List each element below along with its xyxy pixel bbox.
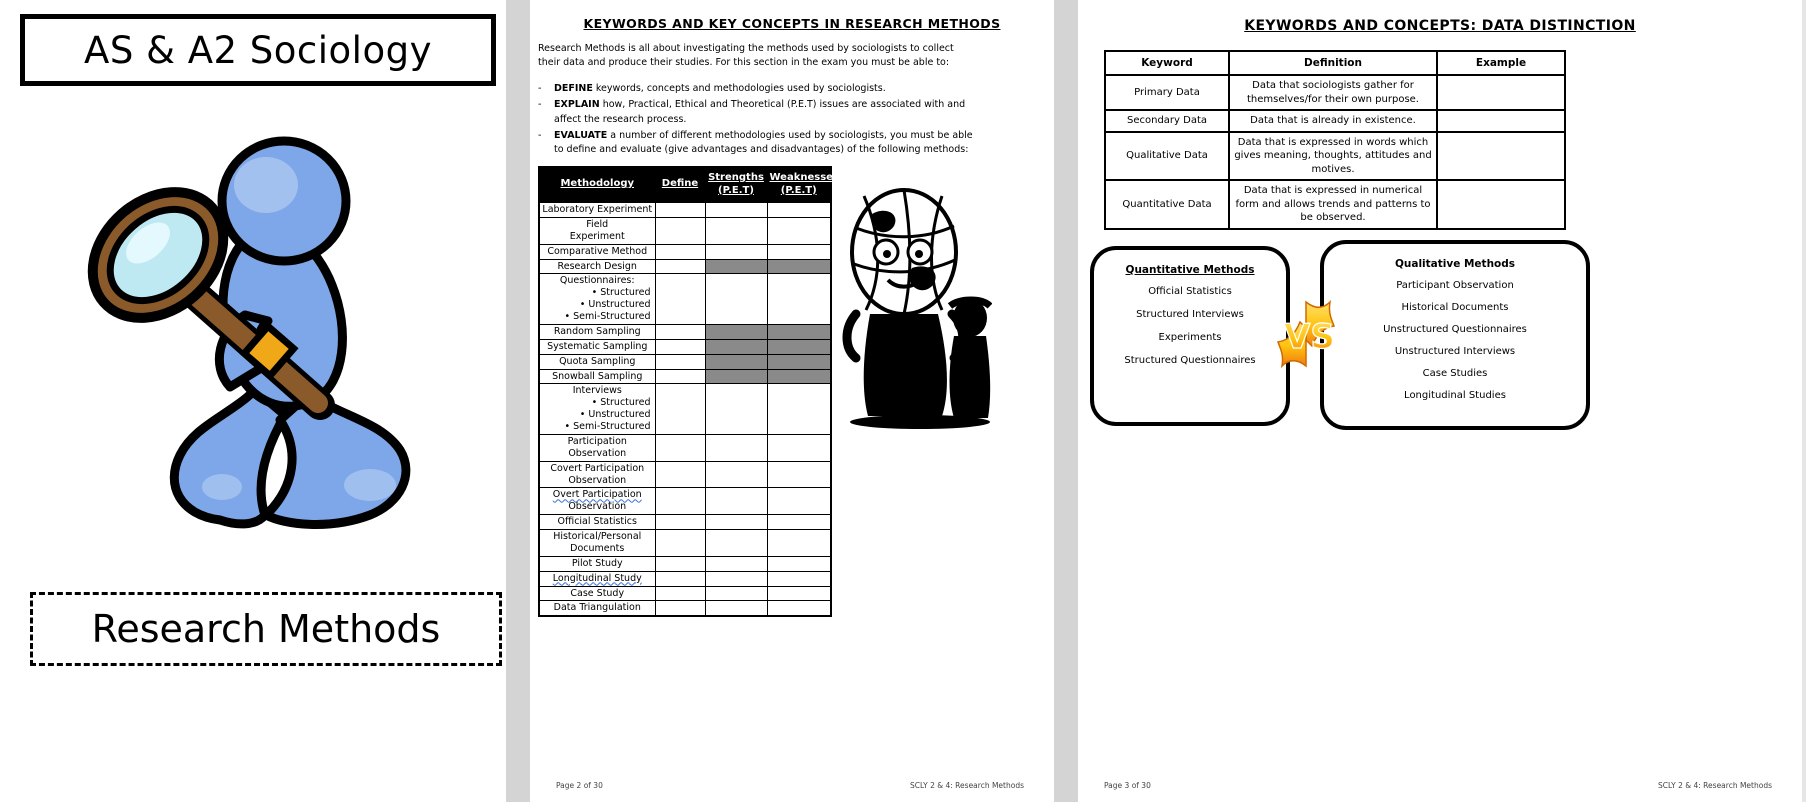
define-cell[interactable] [655, 384, 705, 435]
keyword-cell: Secondary Data [1105, 110, 1229, 132]
bullet-keyword: EXPLAIN [554, 99, 600, 111]
column-header-example: Example [1437, 51, 1565, 75]
list-item: Case Studies [1422, 368, 1488, 379]
strengths-cell[interactable] [705, 339, 767, 354]
methodology-cell [539, 461, 655, 488]
page-gutter-3 [1802, 0, 1806, 802]
table-row [1105, 110, 1565, 132]
define-cell[interactable] [655, 369, 705, 384]
bullet-rest: keywords, concepts and methodologies used by sociologists. [592, 83, 886, 94]
methodology-cell [539, 324, 655, 339]
list-item: Structured Interviews [1136, 309, 1244, 320]
column-header-definition: Definition [1229, 51, 1437, 75]
cell-line: Data Triangulation [553, 602, 641, 614]
table-row [539, 488, 831, 515]
table-row [539, 434, 831, 461]
example-cell[interactable] [1437, 180, 1565, 229]
list-item [538, 98, 978, 127]
table-row [539, 461, 831, 488]
vs-badge-icon [1276, 300, 1336, 368]
define-cell[interactable] [655, 488, 705, 515]
table-header-row [1105, 51, 1565, 75]
strengths-cell[interactable] [705, 556, 767, 571]
methodology-cell [539, 488, 655, 515]
weaknesses-cell[interactable] [767, 515, 831, 530]
methodology-cell [539, 434, 655, 461]
list-item: Longitudinal Studies [1404, 390, 1506, 401]
page2-heading: KEYWORDS AND KEY CONCEPTS IN RESEARCH METHODS [583, 16, 1001, 31]
weaknesses-cell[interactable] [767, 203, 831, 218]
sublist-item: • Structured [542, 397, 653, 409]
list-item: Participant Observation [1396, 280, 1514, 291]
column-header-methodology [539, 167, 655, 203]
definition-cell: Data that sociologists gather for themselves/for their own purpose. [1229, 75, 1437, 110]
cover-title: AS & A2 Sociology [84, 28, 432, 72]
cell-line: Snowball Sampling [552, 370, 643, 382]
page-2 [530, 0, 1054, 802]
table-row [539, 369, 831, 384]
magnifying-glass-person-icon [70, 115, 460, 545]
define-cell[interactable] [655, 244, 705, 259]
table-header-row [539, 167, 831, 203]
bullet-text [554, 82, 978, 96]
page2-bullet-list [538, 82, 978, 159]
weaknesses-cell[interactable] [767, 274, 831, 325]
methodology-cell [539, 217, 655, 244]
strengths-cell[interactable] [705, 203, 767, 218]
define-cell[interactable] [655, 259, 705, 274]
bullet-dash: - [538, 99, 542, 111]
bullet-keyword: EVALUATE [554, 129, 608, 141]
page3-footer-left: Page 3 of 30 [1104, 781, 1151, 790]
strengths-cell[interactable] [705, 244, 767, 259]
weaknesses-cell[interactable] [767, 324, 831, 339]
strengths-cell[interactable] [705, 259, 767, 274]
methodology-cell [539, 515, 655, 530]
bullet-text [554, 98, 978, 127]
example-cell[interactable] [1437, 110, 1565, 132]
cell-line: Case Study [570, 587, 625, 599]
methodology-cell [539, 384, 655, 435]
bullet-rest: how, Practical, Ethical and Theoretical (P.E.T) issues are associated with and affect the research process. [554, 99, 966, 125]
list-item: Unstructured Questionnaires [1383, 324, 1527, 335]
weaknesses-cell[interactable] [767, 259, 831, 274]
define-cell[interactable] [655, 601, 705, 616]
cell-line: Research Design [557, 260, 637, 272]
weaknesses-cell[interactable] [767, 339, 831, 354]
keyword-cell: Quantitative Data [1105, 180, 1229, 229]
weaknesses-cell[interactable] [767, 601, 831, 616]
methodology-table-body [539, 203, 831, 617]
keyword-table-body [1105, 75, 1565, 229]
cell-sublist [542, 397, 653, 433]
cell-line: Questionnaires: [559, 275, 635, 287]
example-cell[interactable] [1437, 132, 1565, 181]
sublist-item: • Unstructured [542, 409, 653, 421]
cover-subtitle: Research Methods [91, 607, 441, 651]
cell-line: Field [586, 218, 609, 230]
methodology-cell [539, 586, 655, 601]
globe-detective-illustration [842, 168, 992, 430]
strengths-cell[interactable] [705, 461, 767, 488]
define-cell[interactable] [655, 203, 705, 218]
column-header-weaknesses [767, 167, 839, 203]
methodology-cell [539, 556, 655, 571]
define-cell[interactable] [655, 530, 705, 557]
sublist-item: • Unstructured [542, 299, 653, 311]
table-row [539, 571, 831, 586]
sublist-item: • Structured [542, 287, 653, 299]
column-header-strengths-l2: (P.E.T) [718, 184, 754, 196]
strengths-cell[interactable] [705, 601, 767, 616]
bullet-keyword: DEFINE [554, 83, 593, 94]
example-cell[interactable] [1437, 75, 1565, 110]
column-header-weaknesses-l1: Weaknesses [769, 172, 839, 183]
cell-line: Comparative Method [547, 245, 648, 257]
column-header-strengths [705, 167, 767, 203]
cell-line: Official Statistics [557, 516, 637, 528]
define-cell[interactable] [655, 274, 705, 325]
table-row [539, 586, 831, 601]
methodology-cell [539, 601, 655, 616]
quantitative-methods-box [1090, 246, 1290, 426]
weaknesses-cell[interactable] [767, 217, 831, 244]
table-row [1105, 180, 1565, 229]
cell-line: Covert Participation [550, 462, 645, 474]
table-row [539, 384, 831, 435]
page3-footer-right: SCLY 2 & 4: Research Methods [1657, 781, 1772, 790]
keyword-cell: Primary Data [1105, 75, 1229, 110]
table-row [539, 274, 831, 325]
cell-sublist [542, 287, 653, 323]
quantitative-box-title: Quantitative Methods [1125, 264, 1255, 276]
define-cell[interactable] [655, 556, 705, 571]
page-gutter-2 [1054, 0, 1078, 802]
cell-line: Longitudinal Study [552, 572, 642, 584]
cell-line: Observation [568, 447, 627, 459]
keyword-definition-table [1104, 50, 1566, 230]
vs-badge-text: VS [1284, 317, 1335, 357]
cover-subtitle-box [30, 592, 502, 666]
weaknesses-cell[interactable] [767, 571, 831, 586]
methodology-cell [539, 274, 655, 325]
strengths-cell[interactable] [705, 530, 767, 557]
weaknesses-cell[interactable] [767, 434, 831, 461]
definition-cell: Data that is already in existence. [1229, 110, 1437, 132]
qualitative-methods-box [1320, 240, 1590, 430]
cell-line: Historical/Personal [553, 531, 642, 542]
table-row [539, 339, 831, 354]
bullet-dash: - [538, 129, 542, 141]
page2-footer-left: Page 2 of 30 [556, 781, 603, 790]
weaknesses-cell[interactable] [767, 369, 831, 384]
column-header-methodology-text: Methodology [560, 178, 634, 190]
strengths-cell[interactable] [705, 369, 767, 384]
table-row [539, 601, 831, 616]
table-row [539, 530, 831, 557]
page2-footer-right: SCLY 2 & 4: Research Methods [909, 781, 1024, 790]
cell-line: Participation [567, 435, 627, 447]
weaknesses-cell[interactable] [767, 556, 831, 571]
cell-line: Observation [568, 501, 627, 513]
strengths-cell[interactable] [705, 274, 767, 325]
sublist-item: • Semi-Structured [542, 311, 653, 323]
cell-line: Documents [570, 542, 625, 554]
weaknesses-cell[interactable] [767, 384, 831, 435]
definition-cell: Data that is expressed in numerical form and allows trends and patterns to be observed. [1229, 180, 1437, 229]
strengths-cell[interactable] [705, 571, 767, 586]
weaknesses-cell[interactable] [767, 461, 831, 488]
qualitative-box-title: Qualitative Methods [1394, 258, 1516, 270]
bullet-dash: - [538, 83, 542, 94]
cell-line: Observation [568, 474, 627, 486]
page2-intro: Research Methods is all about investigating the methods used by sociologists to collect their data and produce their studies. For this section in the exam you must be able to: [538, 43, 954, 68]
column-header-keyword: Keyword [1105, 51, 1229, 75]
weaknesses-cell[interactable] [767, 488, 831, 515]
list-item: Official Statistics [1148, 286, 1232, 297]
cell-line: Interviews [572, 385, 622, 397]
cell-line: Random Sampling [553, 325, 641, 337]
weaknesses-cell[interactable] [767, 530, 831, 557]
cell-line: Pilot Study [571, 557, 623, 569]
strengths-cell[interactable] [705, 384, 767, 435]
methodology-cell [539, 530, 655, 557]
cell-line: Overt Participation [552, 489, 642, 501]
table-row [539, 354, 831, 369]
bullet-rest: a number of different methodologies used by sociologists, you must be able to define and evaluate (give advantages and disadvantages) of the following methods: [554, 129, 973, 155]
strengths-cell[interactable] [705, 488, 767, 515]
methods-comparison [1090, 232, 1590, 422]
methodology-cell [539, 203, 655, 218]
weaknesses-cell[interactable] [767, 354, 831, 369]
define-cell[interactable] [655, 571, 705, 586]
column-header-define [655, 167, 705, 203]
cell-line: Laboratory Experiment [542, 204, 653, 215]
definition-cell: Data that is expressed in words which gives meaning, thoughts, attitudes and motives. [1229, 132, 1437, 181]
strengths-cell[interactable] [705, 434, 767, 461]
column-header-weaknesses-l2: (P.E.T) [780, 184, 817, 196]
cover-title-box [20, 14, 496, 86]
define-cell[interactable] [655, 515, 705, 530]
table-row [1105, 132, 1565, 181]
methodology-cell [539, 571, 655, 586]
table-row [1105, 75, 1565, 110]
define-cell[interactable] [655, 324, 705, 339]
weaknesses-cell[interactable] [767, 586, 831, 601]
define-cell[interactable] [655, 354, 705, 369]
define-cell[interactable] [655, 339, 705, 354]
strengths-cell[interactable] [705, 354, 767, 369]
list-item [538, 129, 978, 158]
list-item: Structured Questionnaires [1124, 355, 1256, 366]
weaknesses-cell[interactable] [767, 244, 831, 259]
methodology-cell [539, 369, 655, 384]
list-item: Unstructured Interviews [1394, 346, 1516, 357]
page3-heading: KEYWORDS AND CONCEPTS: DATA DISTINCTION [1244, 18, 1636, 34]
methodology-cell [539, 244, 655, 259]
list-item: Historical Documents [1401, 302, 1509, 313]
strengths-cell[interactable] [705, 586, 767, 601]
column-header-strengths-l1: Strengths [708, 172, 764, 183]
list-item: Experiments [1158, 332, 1222, 343]
define-cell[interactable] [655, 217, 705, 244]
define-cell[interactable] [655, 586, 705, 601]
keyword-cell: Qualitative Data [1105, 132, 1229, 181]
table-row [539, 515, 831, 530]
table-row [539, 324, 831, 339]
define-cell[interactable] [655, 461, 705, 488]
cell-line: Systematic Sampling [547, 340, 648, 352]
cell-line: Experiment [569, 230, 625, 242]
define-cell[interactable] [655, 434, 705, 461]
methodology-cell [539, 259, 655, 274]
strengths-cell[interactable] [705, 324, 767, 339]
bullet-text [554, 129, 978, 158]
list-item [538, 82, 978, 96]
sublist-item: • Semi-Structured [542, 421, 653, 433]
strengths-cell[interactable] [705, 515, 767, 530]
strengths-cell[interactable] [705, 217, 767, 244]
column-header-define-text: Define [661, 178, 699, 190]
table-row [539, 244, 831, 259]
table-row [539, 203, 831, 218]
cell-line: Quota Sampling [559, 355, 636, 367]
methodology-cell [539, 339, 655, 354]
page-gutter-1 [506, 0, 530, 802]
page-cover [0, 0, 506, 802]
table-row [539, 259, 831, 274]
table-row [539, 217, 831, 244]
table-row [539, 556, 831, 571]
methodology-table [538, 166, 839, 617]
page-3 [1078, 0, 1802, 802]
methodology-cell [539, 354, 655, 369]
